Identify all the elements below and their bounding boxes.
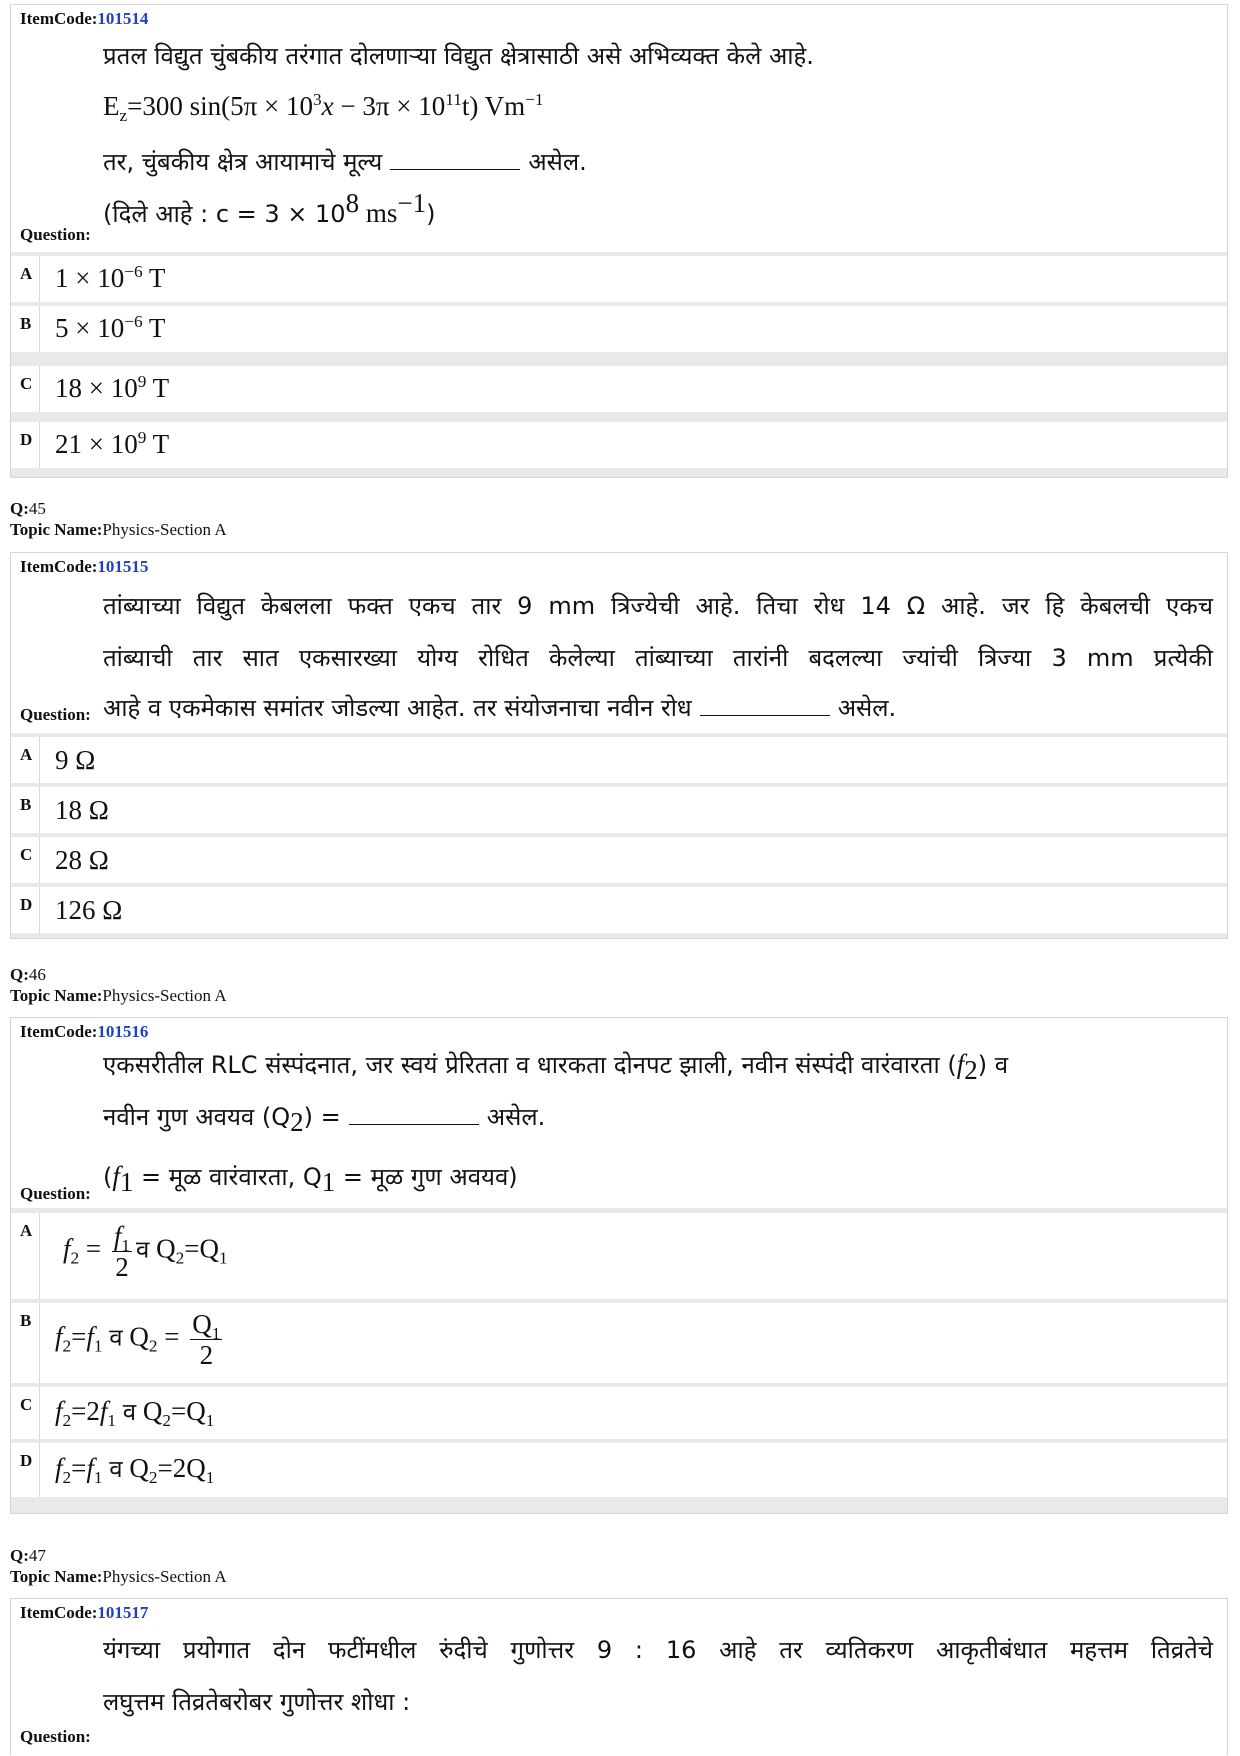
question-line-3: आहे व एकमेकास समांतर जोडल्या आहेत. तर संयोजनाचा नवीन रोध असेल. xyxy=(103,694,897,722)
answer-blank xyxy=(390,169,520,170)
topic-name: Physics-Section A xyxy=(102,986,227,1005)
question-line-1: यंगच्या प्रयोगात दोन फटींमधील रुंदीचे गुणोत्तर 9 : 16 आहे तर व्यतिकरण आकृतीबंधात महत्तम तिव्रतेचे xyxy=(103,1636,1213,1664)
fraction: $\frac{f_1}{2}$ xyxy=(113,1221,131,1282)
question-card-101515 xyxy=(10,552,1228,939)
option-a[interactable]: A $f_2$ = $\frac{f_1}{2}$ व $Q_2=Q_1$ xyxy=(11,1213,1227,1299)
question-body xyxy=(11,553,1227,733)
question-card-101517 xyxy=(10,1598,1228,1755)
answer-blank xyxy=(349,1124,479,1125)
question-meta-47: Q:47 Topic Name:Physics-Section A xyxy=(10,1546,227,1586)
question-body xyxy=(11,1599,1227,1756)
option-b[interactable]: B $5 \times 10^{-6}$ T xyxy=(11,306,1227,352)
question-line-3: तर, चुंबकीय क्षेत्र आयामाचे मूल्य असेल. xyxy=(103,148,587,176)
option-d[interactable]: D 126 Ω xyxy=(11,887,1227,933)
option-d[interactable]: D $21 \times 10^9$ T xyxy=(11,422,1227,468)
option-d[interactable]: D $f_2=f_1$ व $Q_2=2Q_1$ xyxy=(11,1443,1227,1497)
question-line-1: एकसरीतील RLC संस्पंदनात, जर स्वयं प्रेरितता व धारकता दोनपट झाली, नवीन संस्पंदी वारंवारता $(f_2)$ व xyxy=(103,1049,1009,1085)
option-c[interactable]: C $18 \times 10^9$ T xyxy=(11,366,1227,412)
question-line-2: लघुत्तम तिव्रतेबरोबर गुणोत्तर शोधा : xyxy=(103,1688,411,1716)
option-c[interactable]: C 28 Ω xyxy=(11,837,1227,883)
item-code-value: 101514 xyxy=(97,9,149,28)
fraction: $\frac{Q_1}{2}$ xyxy=(192,1309,221,1370)
question-line-2: नवीन गुण अवयव $(Q_2)$ = असेल. xyxy=(103,1103,546,1137)
topic-name: Physics-Section A xyxy=(102,1567,227,1586)
question-line-2: तांब्याची तार सात एकसारख्या योग्य रोधित केलेल्या तांब्याच्या तारांनी बदलल्या ज्यांची त्रिज्या 3 mm प्रत्येकी xyxy=(103,644,1213,672)
answer-blank xyxy=(700,715,830,716)
given-constant: (दिले आहे : $c = 3 \times 10^8$ $ms^{-1}$) xyxy=(103,188,436,228)
question-label: Question: xyxy=(20,225,91,244)
question-line-1: तांब्याच्या विद्युत केबलला फक्त एकच तार 9 mm त्रिज्येची आहे. तिचा रोध 14 Ω आहे. जर हि केबलची एकच xyxy=(103,592,1213,620)
option-b[interactable]: B $f_2=f_1$ व $Q_2$ = $\frac{Q_1}{2}$ xyxy=(11,1303,1227,1383)
question-card-101514 xyxy=(10,4,1228,478)
question-label: Question: xyxy=(20,705,91,724)
question-line-1: प्रतल विद्युत चुंबकीय तरंगात दोलणाऱ्या विद्युत क्षेत्रासाठी असे अभिव्यक्त केले आहे. xyxy=(103,42,814,70)
question-line-3: ($f_1$ = मूळ वारंवारता, $Q_1$ = मूळ गुण अवयव) xyxy=(103,1161,518,1197)
question-meta-45: Q:45 Topic Name:Physics-Section A xyxy=(10,499,227,539)
option-a[interactable]: A 9 Ω xyxy=(11,737,1227,783)
item-code: ItemCode:101517 xyxy=(20,1603,149,1622)
item-code-label: ItemCode: xyxy=(20,9,98,28)
question-number: 45 xyxy=(28,499,46,518)
question-number: 46 xyxy=(28,965,46,984)
question-label: Question: xyxy=(20,1184,91,1203)
item-code: ItemCode:101516 xyxy=(20,1022,149,1041)
option-a[interactable]: A $1 \times 10^{-6}$ T xyxy=(11,256,1227,302)
question-body xyxy=(11,5,1227,252)
topic-name: Physics-Section A xyxy=(102,520,227,539)
question-meta-46: Q:46 Topic Name:Physics-Section A xyxy=(10,965,227,1005)
question-body xyxy=(11,1018,1227,1208)
field-equation: $E_z=300$ $\sin(5\pi \times 10^3x - 3\pi \times 10^{11}t)$ $Vm^{-1}$ xyxy=(103,90,544,125)
item-code: ItemCode:101515 xyxy=(20,557,149,576)
option-b[interactable]: B 18 Ω xyxy=(11,787,1227,833)
option-c[interactable]: C $f_2=2f_1$ व $Q_2=Q_1$ xyxy=(11,1387,1227,1439)
question-label: Question: xyxy=(20,1727,91,1746)
question-number: 47 xyxy=(28,1546,46,1565)
question-card-101516 xyxy=(10,1017,1228,1514)
item-code xyxy=(20,9,148,29)
